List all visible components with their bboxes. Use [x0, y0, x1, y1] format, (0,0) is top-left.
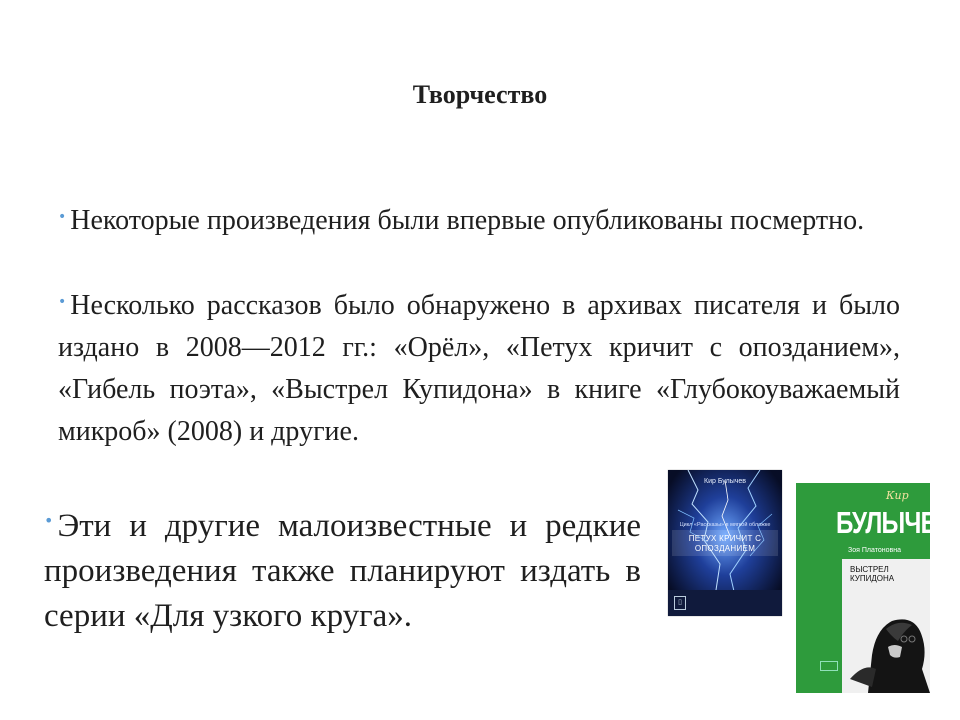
publisher-stamp-icon: [820, 661, 838, 671]
book-series: Цикл «Рассказы» в мягкой обложке: [679, 522, 771, 528]
book-author: БУЛЫЧЕВ: [836, 505, 953, 540]
bullet-icon: •: [44, 511, 54, 530]
bullet-text: Некоторые произведения были впервые опубликованы посмертно.: [70, 205, 865, 236]
publisher-band: [668, 590, 782, 616]
bullet-text: Эти и другие малоизвестные и редкие произведения также планируют издать в серии «Для узкого круга».: [44, 508, 641, 634]
book-cover-petukh: [668, 470, 782, 616]
bullet-paragraph-3: [44, 498, 641, 639]
bullet-paragraph-1: [58, 196, 900, 242]
book-title: ВЫСТРЕЛ КУПИДОНА: [850, 565, 895, 583]
bullet-icon: •: [58, 294, 67, 310]
book-subtitle: Зоя Платоновна: [848, 547, 901, 554]
publisher-logo-icon: ▯: [674, 596, 686, 610]
book-signature: Кир: [886, 489, 909, 502]
bullet-icon: •: [58, 209, 67, 225]
bullet-text: Несколько рассказов было обнаружено в архивах писателя и было издано в 2008—2012 гг.: «Орёл», «Петух кричит с опозданием», «Гибель поэта», «Выстрел Купидона» в книге «Глубокоуважаемый микроб» (2008) и другие.: [58, 290, 900, 447]
slide-title: Творчество: [412, 80, 548, 109]
book-author: Кир Булычев: [704, 478, 746, 485]
bullet-paragraph-2: [58, 281, 900, 453]
book-cover-vystrel: [796, 483, 953, 693]
book-title: ПЕТУХ КРИЧИТ С ОПОЗДАНИЕМ: [688, 534, 762, 553]
